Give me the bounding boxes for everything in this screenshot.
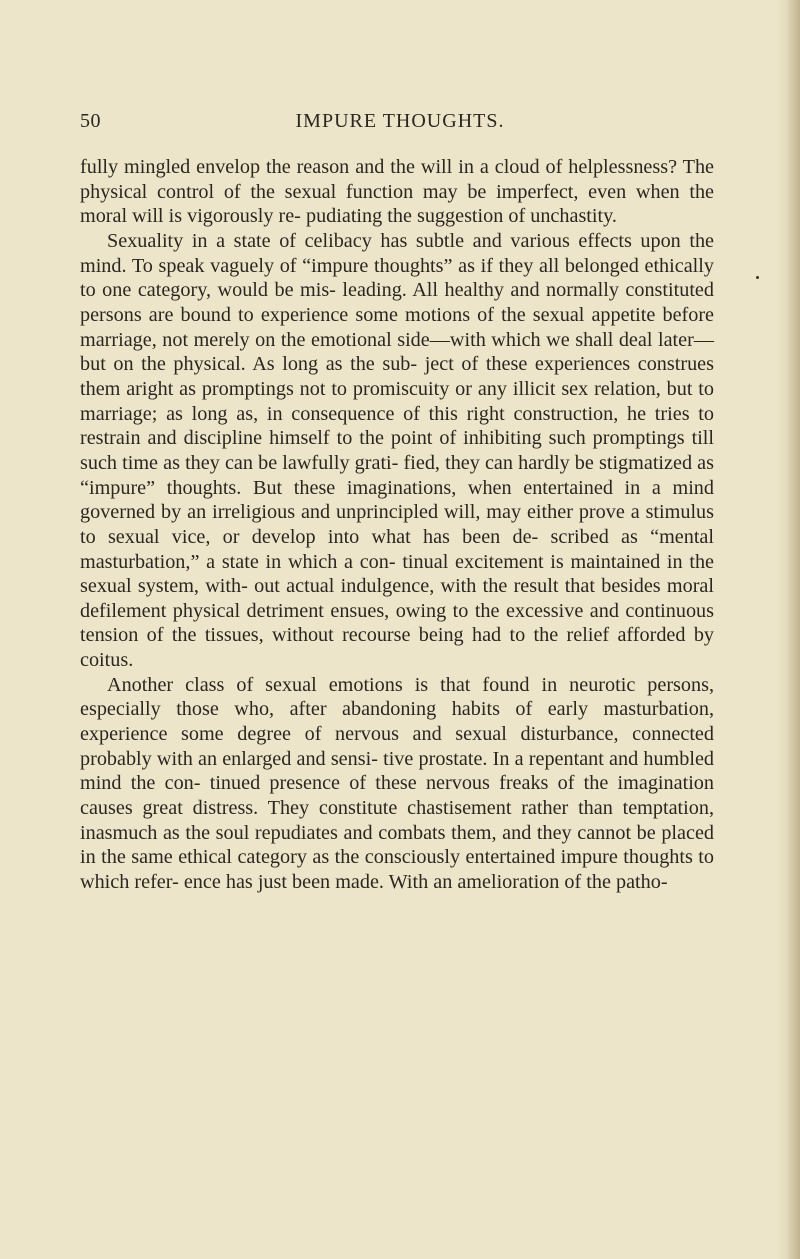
text-line: not to promiscuity or any illicit sex relation, but to marriage; [80, 377, 714, 425]
page-edge-shadow [786, 0, 800, 1259]
text-line: had to the relief afforded by coitus. [80, 624, 715, 672]
text-line: we shall deal later—but on the physical. As long as the sub- [80, 328, 715, 376]
body-text [80, 155, 714, 895]
text-line: persons, especially those who, after abandoning habits of early [80, 673, 714, 721]
text-line: by an irreligious and unprincipled will, may either prove [161, 501, 625, 524]
text-line: Sexuality in a state of celibacy has subtle and various [107, 229, 570, 252]
text-line: helplessness? The physical control of the sexual function [80, 156, 714, 203]
text-line: disturbance, connected probably with an enlarged and sensi- [80, 723, 714, 770]
text-line: as the consciously entertained impure thoughts to which refer- [80, 846, 715, 894]
text-line: causes great distress. They constitute chastisement rather [80, 797, 569, 820]
text-line: defilement physical detriment ensues, owing to the excessive [80, 599, 584, 622]
text-line: out actual indulgence, with the result that besides moral [254, 575, 715, 598]
text-line: them, and they cannot be placed in the same ethical category [80, 821, 715, 869]
text-line: masturbation, experience some degree of nervous and sexual [80, 698, 714, 746]
text-line: to restrain and discipline himself to the point of inhibiting [80, 402, 714, 450]
text-line: ject of these experiences construes them aright as promptings [80, 353, 714, 400]
text-line: fied, they can hardly be stigmatized as “impure” thoughts. [80, 451, 714, 499]
text-line: and continuous tension of the tissues, without recourse being [80, 599, 715, 647]
text-line: before marriage, not merely on the emotional side—with which [80, 303, 715, 351]
text-line: bound to experience some motions of the sexual appetite [180, 303, 656, 326]
paragraph [80, 229, 714, 673]
text-line: ence has just been made. With an amelioration of the patho- [183, 871, 668, 894]
text-line: fully mingled envelop the reason and the will in a cloud of [80, 156, 563, 178]
paragraph [80, 673, 714, 895]
text-line: as if they all belonged ethically to one category, would be mis- [80, 254, 714, 302]
text-line: pudiating the suggestion of unchastity. [305, 205, 617, 228]
running-head [80, 110, 720, 140]
text-line: as long as, in consequence of this right construction, he tries [166, 402, 690, 425]
text-line: scribed as “mental masturbation,” a state in which a con- [80, 525, 715, 573]
text-line: Another class of sexual emotions is that found in neurotic [107, 673, 636, 696]
running-title: IMPURE THOUGHTS. [295, 110, 505, 132]
margin-mark [756, 276, 759, 279]
text-line: But these imaginations, when entertained in a mind governed [80, 476, 714, 524]
text-line: tive prostate. In a repentant and humbled mind the con- [80, 747, 714, 795]
paragraph [80, 155, 714, 229]
text-line: a stimulus to sexual vice, or develop into what has been de- [80, 501, 714, 548]
text-line: tinual excitement is maintained in the sexual system, with- [80, 550, 715, 598]
text-line: such promptings till such time as they can be lawfully grati- [80, 427, 715, 474]
text-line: may be imperfect, even when the moral will is vigorously re- [80, 180, 714, 228]
text-line: leading. All healthy and normally constituted persons are [80, 279, 714, 326]
text-line: effects upon the mind. To speak vaguely of “impure thoughts” [80, 229, 715, 277]
page-number: 50 [80, 110, 101, 132]
text-line: than temptation, inasmuch as the soul repudiates and combats [80, 797, 714, 844]
text-line: tinued presence of these nervous freaks of the imagination [209, 772, 714, 795]
